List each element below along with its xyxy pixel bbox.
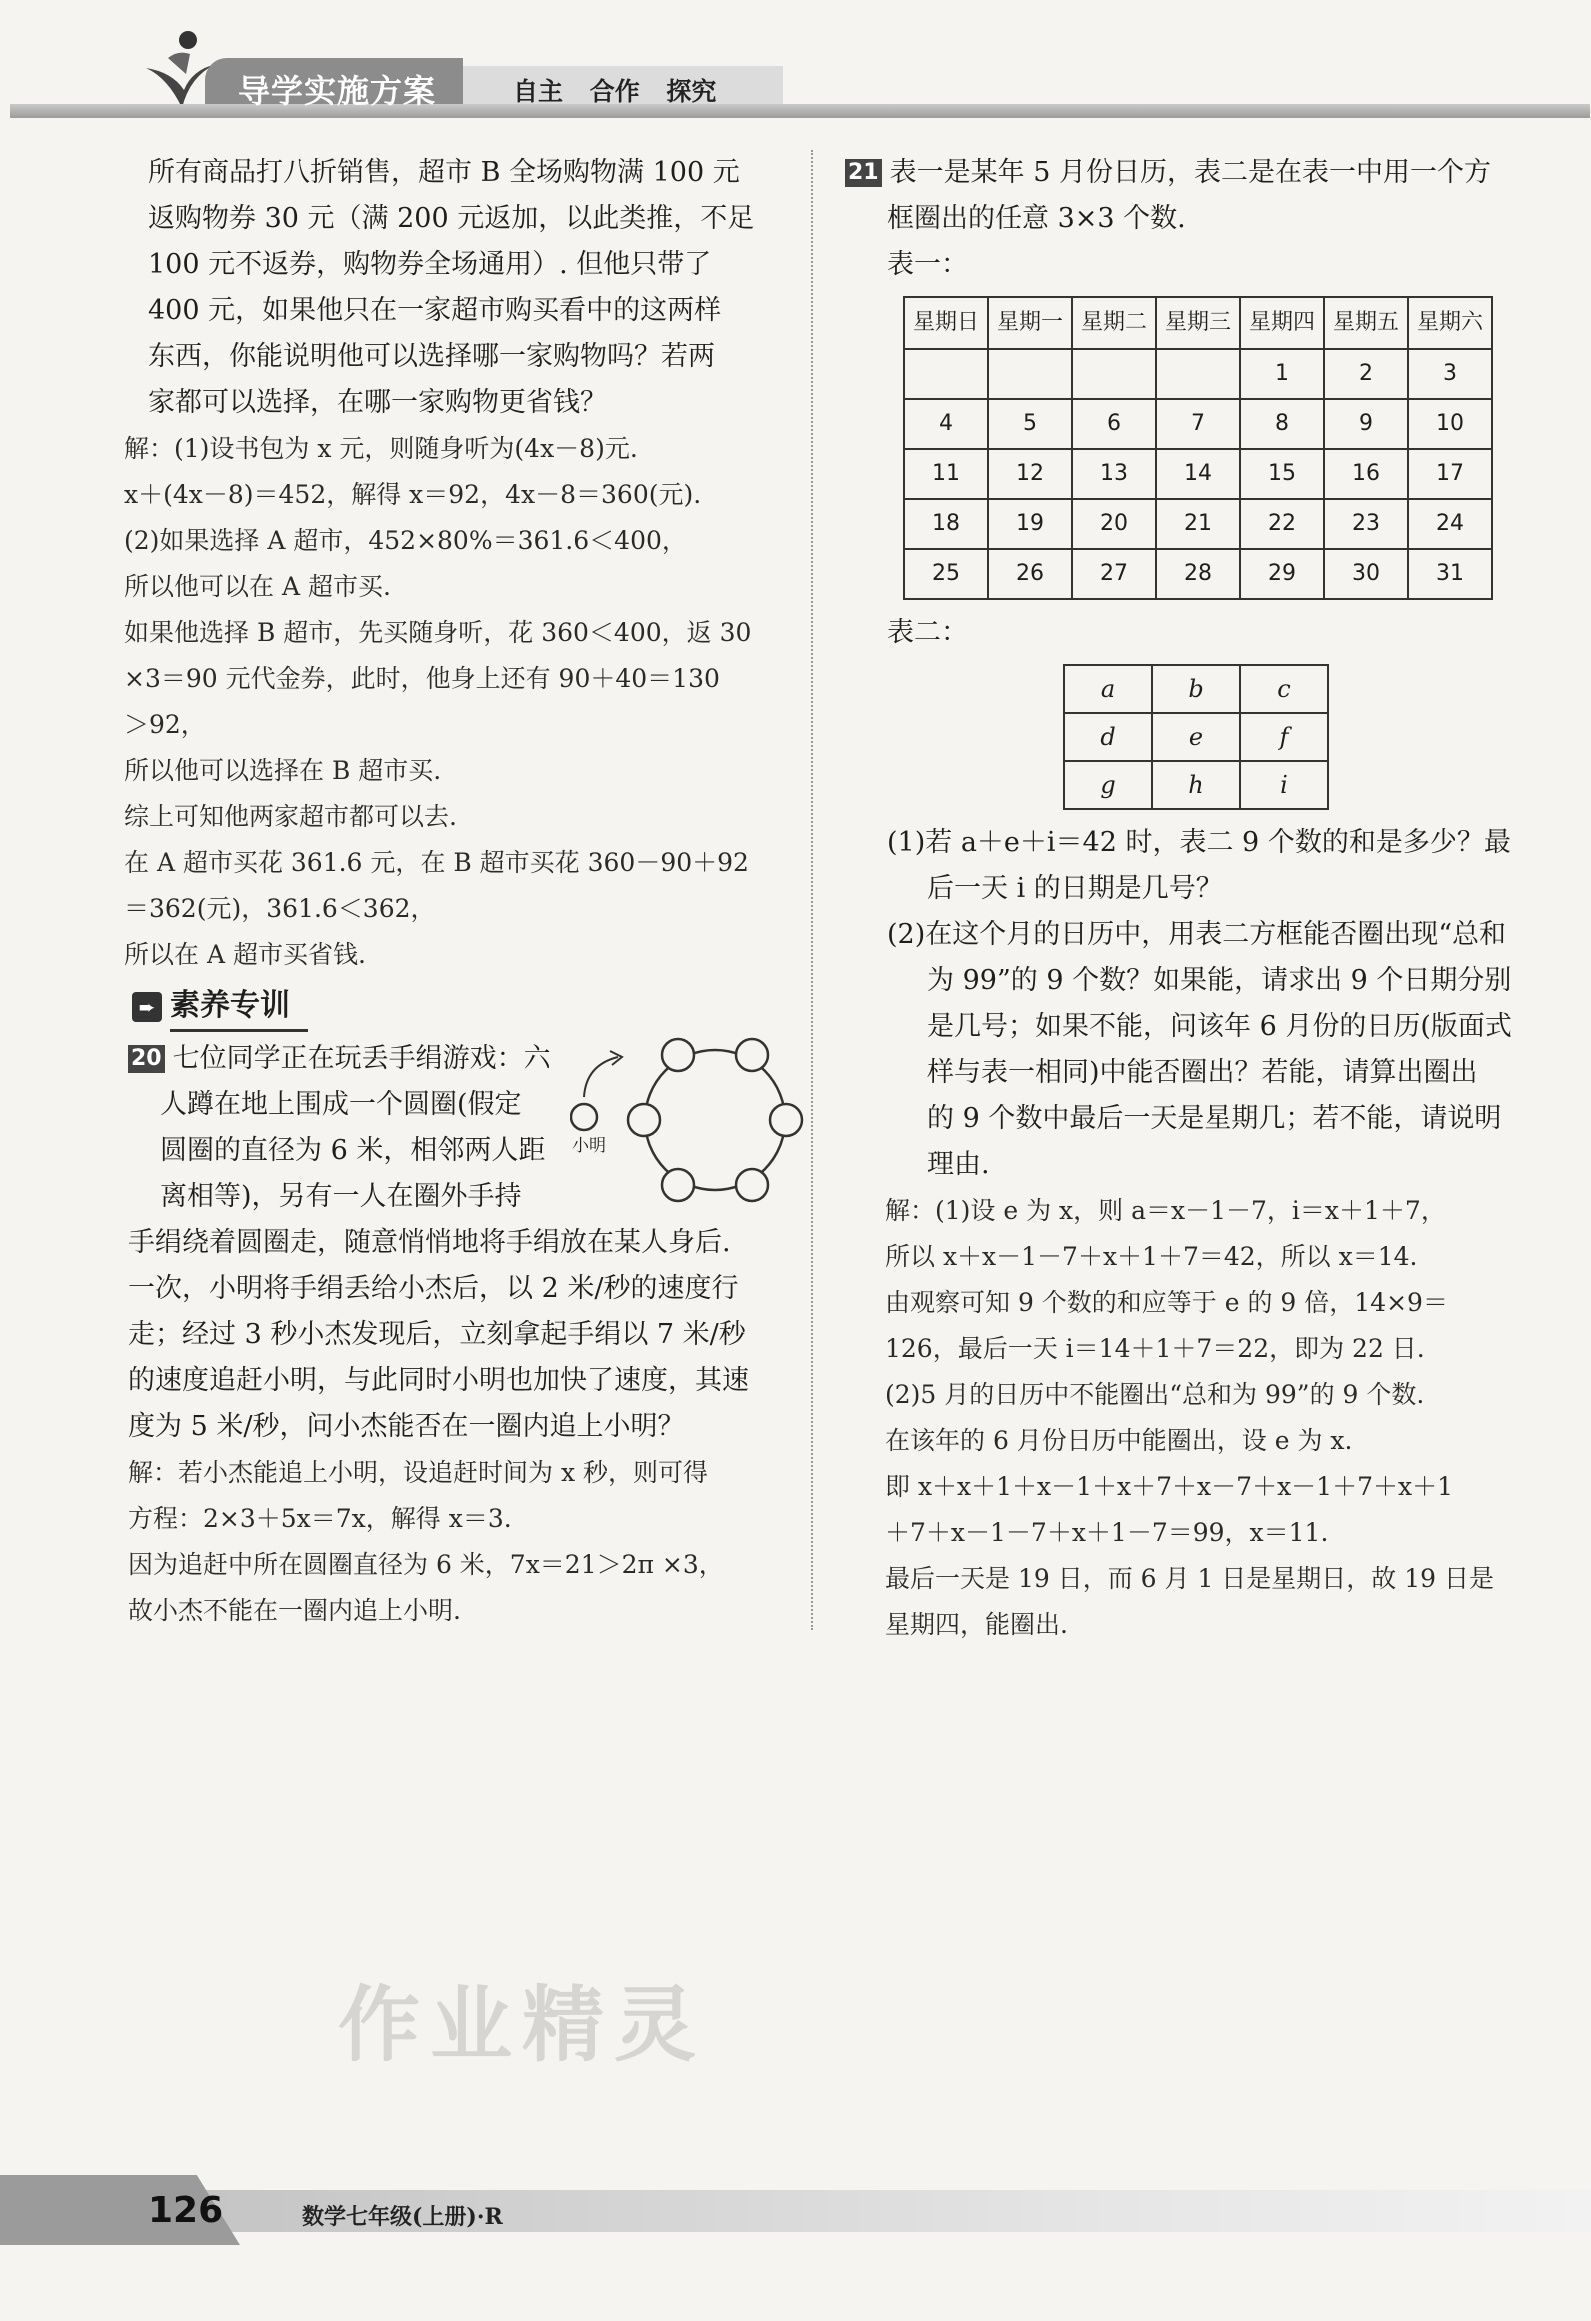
date-cell: 14	[1156, 449, 1240, 499]
q19-solution-line: 解：(1)设书包为 x 元，则随身听为(4x－8)元.	[124, 434, 638, 463]
date-cell: 9	[1324, 399, 1408, 449]
q19-text-line: 400 元，如果他只在一家超市购买看中的这两样	[148, 295, 722, 326]
calendar-week-row	[904, 349, 1492, 399]
q21-solution-line: 即 x＋x＋1＋x－1＋x＋7＋x－7＋x－1＋7＋x＋1	[885, 1472, 1453, 1501]
q21-part-line: 理由.	[927, 1149, 990, 1180]
date-cell: 25	[904, 549, 988, 599]
letter-cell: f	[1240, 713, 1328, 761]
q21-solution-line: 星期四，能圈出.	[885, 1610, 1068, 1639]
date-cell: 3	[1408, 349, 1492, 399]
q21-solution-line: 解：(1)设 e 为 x，则 a＝x－1－7，i＝x＋1＋7，	[885, 1196, 1446, 1225]
date-cell	[1072, 349, 1156, 399]
q19-solution-line: x＋(4x－8)＝452，解得 x＝92，4x－8＝360(元).	[124, 480, 702, 509]
date-cell: 28	[1156, 549, 1240, 599]
letter-row	[1064, 665, 1328, 713]
q20-text-line: 手绢绕着圆圈走，随意悄悄地将手绢放在某人身后.	[128, 1227, 731, 1258]
letter-cell: e	[1152, 713, 1240, 761]
q19-solution-line: (2)如果选择 A 超市，452×80%＝361.6＜400，	[124, 526, 687, 555]
q19-solution-line: ＞92，	[124, 710, 206, 739]
date-cell: 10	[1408, 399, 1492, 449]
q21-solution-line: 由观察可知 9 个数的和应等于 e 的 9 倍，14×9＝	[885, 1288, 1448, 1317]
q20-solution-line: 因为追赶中所在圆圈直径为 6 米，7x＝21＞2π ×3，	[128, 1550, 724, 1579]
date-cell	[1156, 349, 1240, 399]
date-cell: 21	[1156, 499, 1240, 549]
question-number-badge: 20	[128, 1045, 165, 1073]
q19-solution-line: 所以在 A 超市买省钱.	[124, 940, 366, 969]
section-title: 素养专训	[170, 983, 308, 1032]
q21-solution-line: 最后一天是 19 日，而 6 月 1 日是星期日，故 19 日是	[885, 1564, 1495, 1593]
q20-text-line: 20 七位同学正在玩丢手绢游戏：六	[128, 1036, 728, 1082]
section-header	[132, 984, 798, 1030]
watermark-text: 作业精灵	[338, 1978, 707, 2073]
q20-text-line: 人蹲在地上围成一个圆圈(假定	[160, 1089, 522, 1120]
weekday-header: 星期日	[904, 297, 988, 349]
letter-cell: i	[1240, 761, 1328, 809]
weekday-header: 星期三	[1156, 297, 1240, 349]
date-cell	[988, 349, 1072, 399]
table1-label: 表一：	[887, 249, 968, 280]
letter-cell: d	[1064, 713, 1152, 761]
weekday-header: 星期四	[1240, 297, 1324, 349]
calendar-week-row	[904, 399, 1492, 449]
q21-part-line: 为 99”的 9 个数？如果能，请求出 9 个日期分别	[927, 965, 1512, 996]
weekday-header: 星期六	[1408, 297, 1492, 349]
q21-part-line: (1)若 a＋e＋i＝42 时，表二 9 个数的和是多少？最	[887, 827, 1511, 858]
q21-part-line: 是几号；如果不能，问该年 6 月份的日历(版面式	[927, 1011, 1512, 1042]
footer-bar	[0, 2190, 1591, 2232]
date-cell: 22	[1240, 499, 1324, 549]
date-cell: 30	[1324, 549, 1408, 599]
arrow-right-icon: ➨	[132, 992, 162, 1022]
date-cell: 15	[1240, 449, 1324, 499]
circle-game-figure	[570, 1035, 805, 1205]
letter-cell: b	[1152, 665, 1240, 713]
date-cell: 27	[1072, 549, 1156, 599]
letter-grid-table	[1063, 664, 1329, 810]
q19-solution-line: 在 A 超市买花 361.6 元，在 B 超市买花 360－90＋92	[124, 848, 749, 877]
q19-solution-line: 综上可知他两家超市都可以去.	[124, 802, 457, 831]
q20-text-line: 一次，小明将手绢丢给小杰后，以 2 米/秒的速度行	[128, 1273, 739, 1304]
right-column	[845, 150, 1515, 1648]
q20-text-line: 度为 5 米/秒，问小杰能否在一圈内追上小明？	[128, 1411, 685, 1442]
date-cell	[904, 349, 988, 399]
q21-solution-line: 所以 x＋x－1－7＋x＋1＋7＝42，所以 x＝14.	[885, 1242, 1418, 1271]
q19-solution-line: ×3＝90 元代金券，此时，他身上还有 90＋40＝130	[124, 664, 720, 693]
q21-part-line: 的 9 个数中最后一天是星期几；若不能，请说明	[927, 1103, 1502, 1134]
date-cell: 31	[1408, 549, 1492, 599]
q20-text-line: 圆圈的直径为 6 米，相邻两人距	[160, 1135, 546, 1166]
date-cell: 13	[1072, 449, 1156, 499]
q19-text-line: 家都可以选择，在哪一家购物更省钱？	[148, 387, 607, 418]
q21-text-line: 框圈出的任意 3×3 个数.	[887, 203, 1186, 234]
q19-text-line: 东西，你能说明他可以选择哪一家购物吗？若两	[148, 341, 715, 372]
date-cell: 18	[904, 499, 988, 549]
letter-cell: g	[1064, 761, 1152, 809]
q19-text-line: 所有商品打八折销售，超市 B 全场购物满 100 元	[148, 157, 740, 188]
date-cell: 12	[988, 449, 1072, 499]
date-cell: 4	[904, 399, 988, 449]
q21-part-line: 样与表一相同)中能否圈出？若能，请算出圈出	[927, 1057, 1478, 1088]
q20-solution-line: 方程：2×3＋5x＝7x，解得 x＝3.	[128, 1504, 512, 1533]
q20-text-line: 离相等)，另有一人在圈外手持	[160, 1181, 522, 1212]
date-cell: 24	[1408, 499, 1492, 549]
q19-text-line: 返购物券 30 元（满 200 元返加，以此类推，不足	[148, 203, 755, 234]
header-title: 导学实施方案	[238, 72, 437, 110]
date-cell: 26	[988, 549, 1072, 599]
letter-cell: c	[1240, 665, 1328, 713]
xiaoming-label: 小明	[572, 1136, 606, 1156]
question-number-badge: 21	[845, 159, 882, 187]
calendar-week-row	[904, 449, 1492, 499]
letter-row	[1064, 713, 1328, 761]
q20-solution-line: 故小杰不能在一圈内追上小明.	[128, 1596, 461, 1625]
date-cell: 11	[904, 449, 988, 499]
q21-part-line: (2)在这个月的日历中，用表二方框能否圈出现“总和	[887, 919, 1507, 950]
q21-solution-line: 在该年的 6 月份日历中能圈出，设 e 为 x.	[885, 1426, 1353, 1455]
letter-row	[1064, 761, 1328, 809]
date-cell: 8	[1240, 399, 1324, 449]
weekday-header: 星期二	[1072, 297, 1156, 349]
date-cell: 19	[988, 499, 1072, 549]
date-cell: 17	[1408, 449, 1492, 499]
date-cell: 23	[1324, 499, 1408, 549]
letter-cell: a	[1064, 665, 1152, 713]
q21-part-line: 后一天 i 的日期是几号？	[927, 873, 1223, 904]
q19-solution-line: ＝362(元)，361.6＜362，	[124, 894, 436, 923]
date-cell: 1	[1240, 349, 1324, 399]
date-cell: 7	[1156, 399, 1240, 449]
q19-text-line: 100 元不返券，购物券全场通用）. 但他只带了	[148, 249, 712, 280]
calendar-table	[903, 296, 1493, 600]
page-number: 126	[148, 2190, 224, 2231]
calendar-week-row	[904, 549, 1492, 599]
date-cell: 5	[988, 399, 1072, 449]
calendar-header-row	[904, 297, 1492, 349]
weekday-header: 星期一	[988, 297, 1072, 349]
letter-cell: h	[1152, 761, 1240, 809]
table2-label: 表二：	[887, 617, 968, 648]
q19-solution-line: 如果他选择 B 超市，先买随身听，花 360＜400，返 30	[124, 618, 752, 647]
date-cell: 6	[1072, 399, 1156, 449]
header-subtitle: 自主 合作 探究	[513, 77, 717, 106]
q19-solution-line: 所以他可以在 A 超市买.	[124, 572, 391, 601]
q19-solution-line: 所以他可以选择在 B 超市买.	[124, 756, 442, 785]
calendar-week-row	[904, 499, 1492, 549]
weekday-header: 星期五	[1324, 297, 1408, 349]
date-cell: 29	[1240, 549, 1324, 599]
q20-solution-line: 解：若小杰能追上小明，设追赶时间为 x 秒，则可得	[128, 1458, 708, 1487]
date-cell: 20	[1072, 499, 1156, 549]
q21-solution-line: ＋7＋x－1－7＋x＋1－7＝99，x＝11.	[885, 1518, 1329, 1547]
q21-solution-line: (2)5 月的日历中不能圈出“总和为 99”的 9 个数.	[885, 1380, 1425, 1409]
q21-text-line: 21 表一是某年 5 月份日历，表二是在表一中用一个方	[845, 150, 1515, 196]
footer-book-title: 数学七年级(上册)·R	[302, 2204, 503, 2230]
left-column	[124, 150, 798, 1634]
q21-solution-line: 126，最后一天 i＝14＋1＋7＝22，即为 22 日.	[885, 1334, 1425, 1363]
q20-text-line: 走；经过 3 秒小杰发现后，立刻拿起手绢以 7 米/秒	[128, 1319, 746, 1350]
date-cell: 2	[1324, 349, 1408, 399]
date-cell: 16	[1324, 449, 1408, 499]
column-divider	[811, 150, 813, 1630]
q20-text-line: 的速度追赶小明，与此同时小明也加快了速度，其速	[128, 1365, 749, 1396]
